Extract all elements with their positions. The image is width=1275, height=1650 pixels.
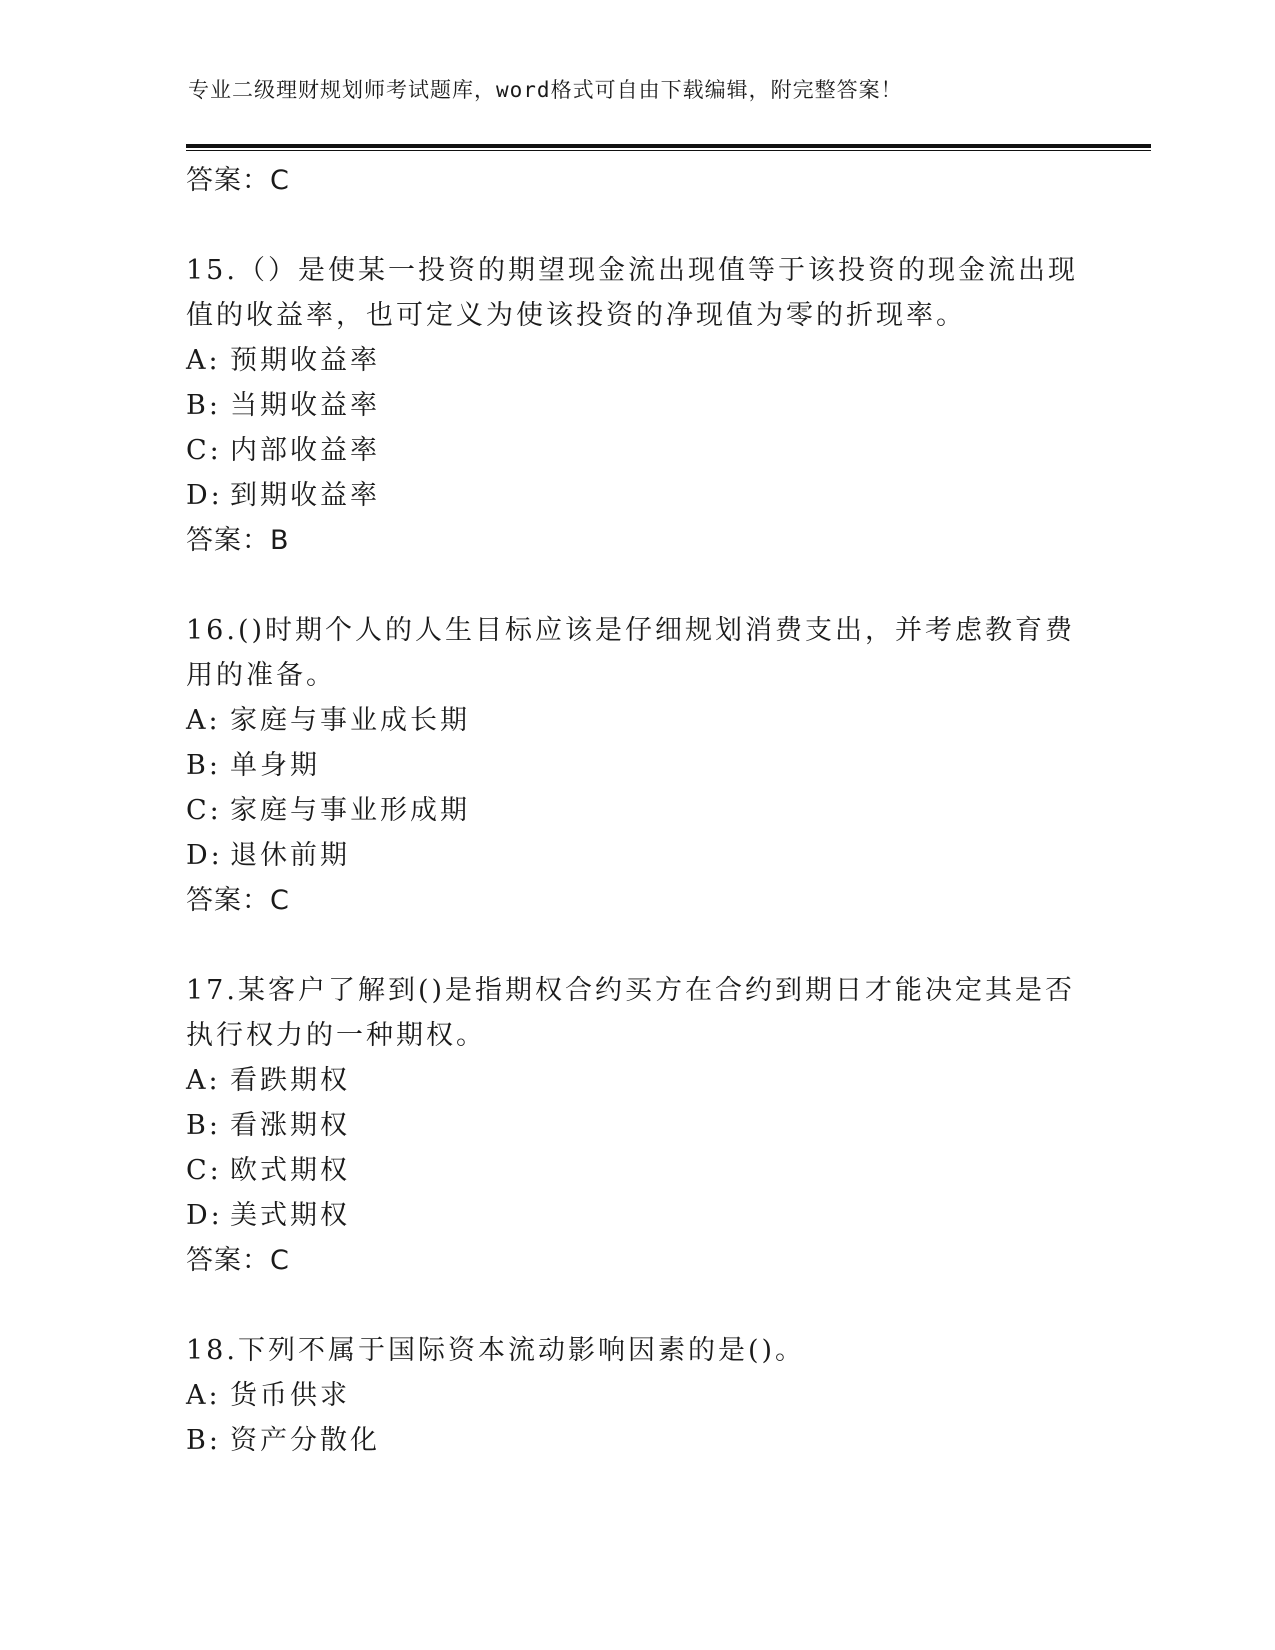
option-c: [186, 788, 1086, 833]
answer-line: 答案：C: [186, 165, 290, 196]
answer-line: 答案：C: [186, 1245, 290, 1276]
answer-line: 答案：B: [186, 525, 290, 556]
option-text: 退休前期: [230, 840, 350, 871]
question-16: [186, 608, 1086, 924]
header-rule-thick: [186, 144, 1151, 148]
option-text: 资产分散化: [230, 1425, 380, 1456]
option-key: A:: [186, 1065, 221, 1096]
header-rule-thin: [186, 150, 1151, 151]
answer-line: 答案：C: [186, 885, 290, 916]
option-a: [186, 698, 1086, 743]
option-key: B:: [186, 750, 221, 781]
option-text: 单身期: [230, 750, 320, 781]
option-a: [186, 1058, 1086, 1103]
option-key: A:: [186, 1380, 221, 1411]
question-text: 15.（）是使某一投资的期望现金流出现值等于该投资的现金流出现值的收益率，也可定义为使该投资的净现值为零的折现率。: [186, 255, 1078, 331]
option-key: D:: [186, 480, 223, 511]
option-key: A:: [186, 345, 221, 376]
option-b: [186, 1418, 1086, 1463]
option-b: [186, 743, 1086, 788]
option-text: 内部收益率: [230, 435, 380, 466]
option-key: D:: [186, 840, 223, 871]
option-text: 预期收益率: [230, 345, 380, 376]
option-key: B:: [186, 1110, 221, 1141]
option-d: [186, 833, 1086, 878]
option-text: 看跌期权: [230, 1065, 350, 1096]
option-key: C:: [186, 1155, 222, 1186]
option-a: [186, 1373, 1086, 1418]
question-text: 18.下列不属于国际资本流动影响因素的是()。: [186, 1335, 806, 1366]
question-text: 17.某客户了解到()是指期权合约买方在合约到期日才能决定其是否执行权力的一种期权。: [186, 975, 1076, 1051]
option-c: [186, 1148, 1086, 1193]
option-key: B:: [186, 1425, 221, 1456]
option-d: [186, 1193, 1086, 1238]
question-17: [186, 968, 1086, 1284]
option-c: [186, 428, 1086, 473]
option-text: 家庭与事业形成期: [230, 795, 470, 826]
option-text: 货币供求: [230, 1380, 350, 1411]
option-key: B:: [186, 390, 221, 421]
question-text: 16.()时期个人的人生目标应该是仔细规划消费支出，并考虑教育费用的准备。: [186, 615, 1076, 691]
question-list: [186, 158, 1086, 1463]
question-18: [186, 1328, 1086, 1463]
option-a: [186, 338, 1086, 383]
option-text: 家庭与事业成长期: [230, 705, 470, 736]
option-b: [186, 383, 1086, 428]
option-key: D:: [186, 1200, 223, 1231]
option-key: C:: [186, 795, 222, 826]
option-text: 看涨期权: [230, 1110, 350, 1141]
option-text: 美式期权: [230, 1200, 350, 1231]
option-b: [186, 1103, 1086, 1148]
page-header: 专业二级理财规划师考试题库，word格式可自由下载编辑，附完整答案！: [188, 78, 903, 102]
option-text: 欧式期权: [230, 1155, 350, 1186]
option-key: C:: [186, 435, 222, 466]
option-d: [186, 473, 1086, 518]
option-key: A:: [186, 705, 221, 736]
option-text: 当期收益率: [230, 390, 380, 421]
question-15: [186, 248, 1086, 564]
option-text: 到期收益率: [230, 480, 380, 511]
